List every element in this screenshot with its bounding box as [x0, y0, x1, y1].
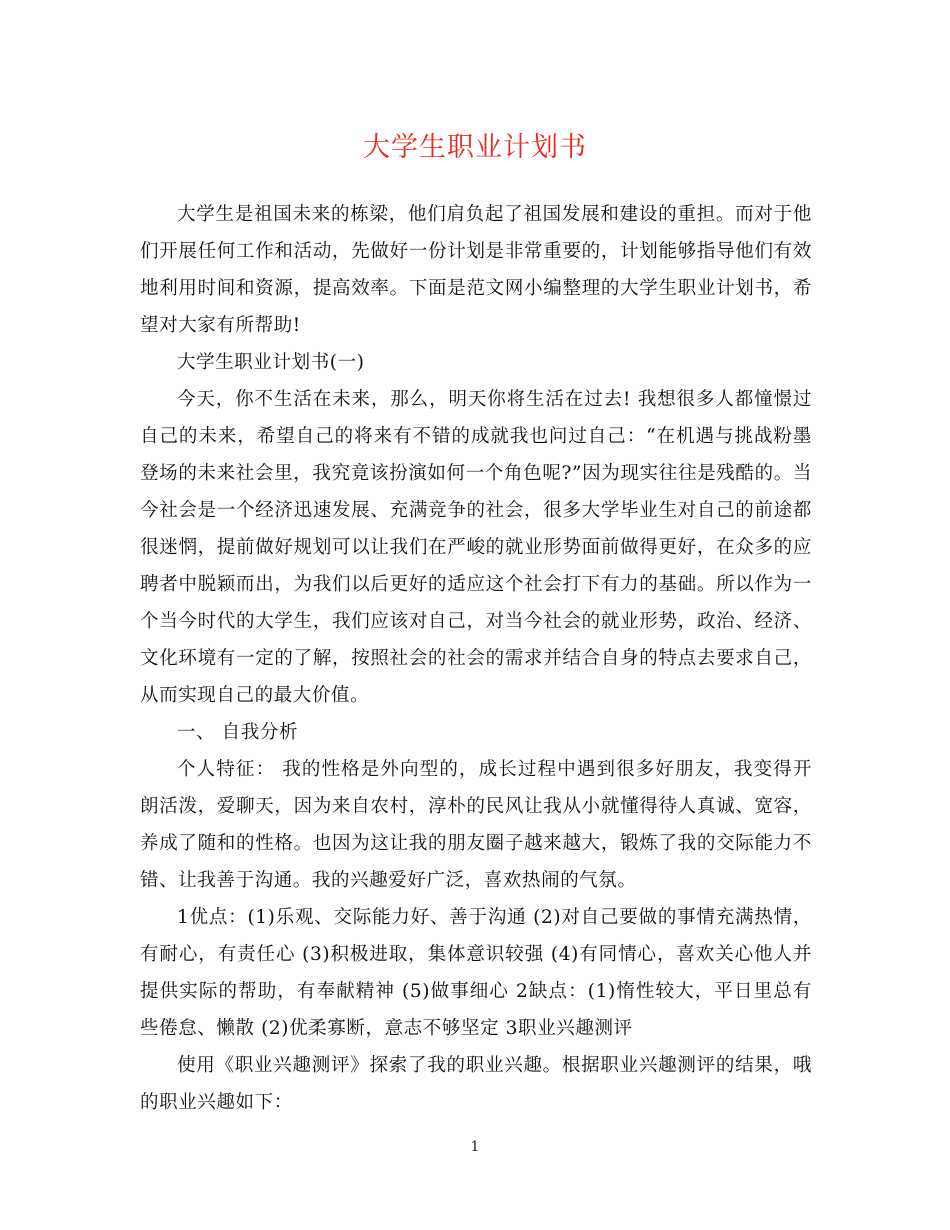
paragraph-interest-test: 使用《职业兴趣测评》探索了我的职业兴趣。根据职业兴趣测评的结果，哦的职业兴趣如下：	[140, 1055, 812, 1113]
paragraph-strengths-weaknesses: 1优点：(1)乐观、交际能力好、善于沟通 (2)对自己要做的事情充满热情，有耐心，有责任心 (3)积极进取，集体意识较强 (4)有同情心，喜欢关心他人并提供实际的帮助，有奉献精神 (5)做事细心 2缺点：(1)惰性较大，平日里总有些倦怠、懒散 (2)优柔寡断，意志不够坚定 3职业兴趣测评	[140, 907, 812, 1039]
section-heading-plan-one: 大学生职业计划书(一)	[177, 352, 365, 373]
section-heading-self-analysis: 一、 自我分析	[177, 722, 299, 743]
document-body	[140, 196, 812, 1121]
paragraph-intro: 大学生是祖国未来的栋梁，他们肩负起了祖国发展和建设的重担。而对于他们开展任何工作和活动，先做好一份计划是非常重要的，计划能够指导他们有效地利用时间和资源，提高效率。下面是范文网小编整理的大学生职业计划书，希望对大家有所帮助!	[140, 204, 812, 336]
paragraph-future: 今天，你不生活在未来，那么，明天你将生活在过去! 我想很多人都憧憬过自己的未来，希望自己的将来有不错的成就我也问过自己：“在机遇与挑战粉墨登场的未来社会里，我究竟该扮演如何一个角色呢?”因为现实往往是残酷的。当今社会是一个经济迅速发展、充满竞争的社会，很多大学毕业生对自己的前途都很迷惘，提前做好规划可以让我们在严峻的就业形势面前做得更好，在众多的应聘者中脱颖而出，为我们以后更好的适应这个社会打下有力的基础。所以作为一个当今时代的大学生，我们应该对自己，对当今社会的就业形势，政治、经济、文化环境有一定的了解，按照社会的社会的需求并结合自身的特点去要求自己，从而实现自己的最大价值。	[140, 389, 812, 706]
page-number: 1	[470, 1139, 480, 1155]
document-title: 大学生职业计划书	[363, 132, 587, 163]
paragraph-personal-traits: 个人特征： 我的性格是外向型的，成长过程中遇到很多好朋友，我变得开朗活泼，爱聊天，因为来自农村，淳朴的民风让我从小就懂得待人真诚、宽容，养成了随和的性格。也因为这让我的朋友圈子越来越大，锻炼了我的交际能力不错、让我善于沟通。我的兴趣爱好广泛，喜欢热闹的气氛。	[140, 759, 812, 891]
